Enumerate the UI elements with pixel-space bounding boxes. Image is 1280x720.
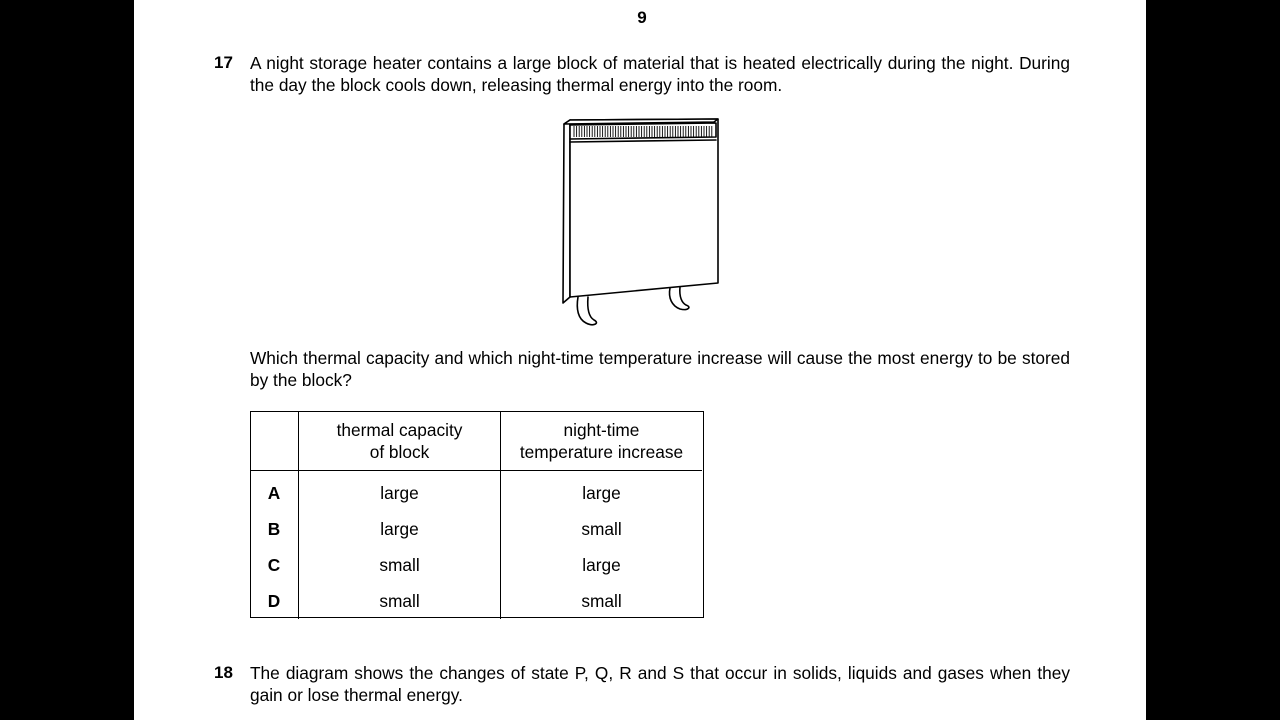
- option-temperature: large: [501, 547, 703, 583]
- header-letter-cell: [250, 411, 299, 471]
- question-17-number: 17: [214, 53, 233, 72]
- answer-row-c[interactable]: [250, 547, 702, 583]
- option-letter: B: [267, 518, 281, 539]
- option-capacity: large: [299, 511, 501, 547]
- header-temp-line2: temperature increase: [519, 441, 684, 462]
- header-capacity-line2: of block: [369, 441, 430, 462]
- option-capacity: large: [299, 471, 501, 512]
- option-capacity: small: [299, 583, 501, 619]
- document-page: [134, 0, 1146, 720]
- question-17-intro: A night storage heater contains a large block of material that is heated electrically during the night. During the day the block cools down, releasing thermal energy into the room.: [250, 53, 1070, 95]
- option-temperature: small: [501, 583, 703, 619]
- option-letter: D: [267, 590, 281, 611]
- question-17-prompt: Which thermal capacity and which night-time temperature increase will cause the most energy to be stored by the block?: [250, 348, 1070, 390]
- option-temperature: small: [501, 511, 703, 547]
- header-temperature-increase: [501, 411, 703, 471]
- page-number: 9: [637, 8, 647, 27]
- option-letter: C: [267, 554, 281, 575]
- answer-table-header-row: [250, 411, 702, 471]
- answer-table: [250, 411, 702, 619]
- option-letter: A: [267, 482, 281, 503]
- header-thermal-capacity: [299, 411, 501, 471]
- option-temperature: large: [501, 471, 703, 512]
- header-capacity-line1: thermal capacity: [336, 419, 463, 440]
- question-18-text: The diagram shows the changes of state P, Q, R and S that occur in solids, liquids and gases when they gain or lose thermal energy.: [250, 663, 1070, 705]
- answer-row-d[interactable]: [250, 583, 702, 619]
- option-capacity: small: [299, 547, 501, 583]
- question-18-number: 18: [214, 663, 233, 682]
- answer-row-b[interactable]: [250, 511, 702, 547]
- storage-heater-illustration: [558, 117, 726, 329]
- header-temp-line1: night-time: [563, 419, 640, 440]
- answer-row-a[interactable]: [250, 471, 702, 512]
